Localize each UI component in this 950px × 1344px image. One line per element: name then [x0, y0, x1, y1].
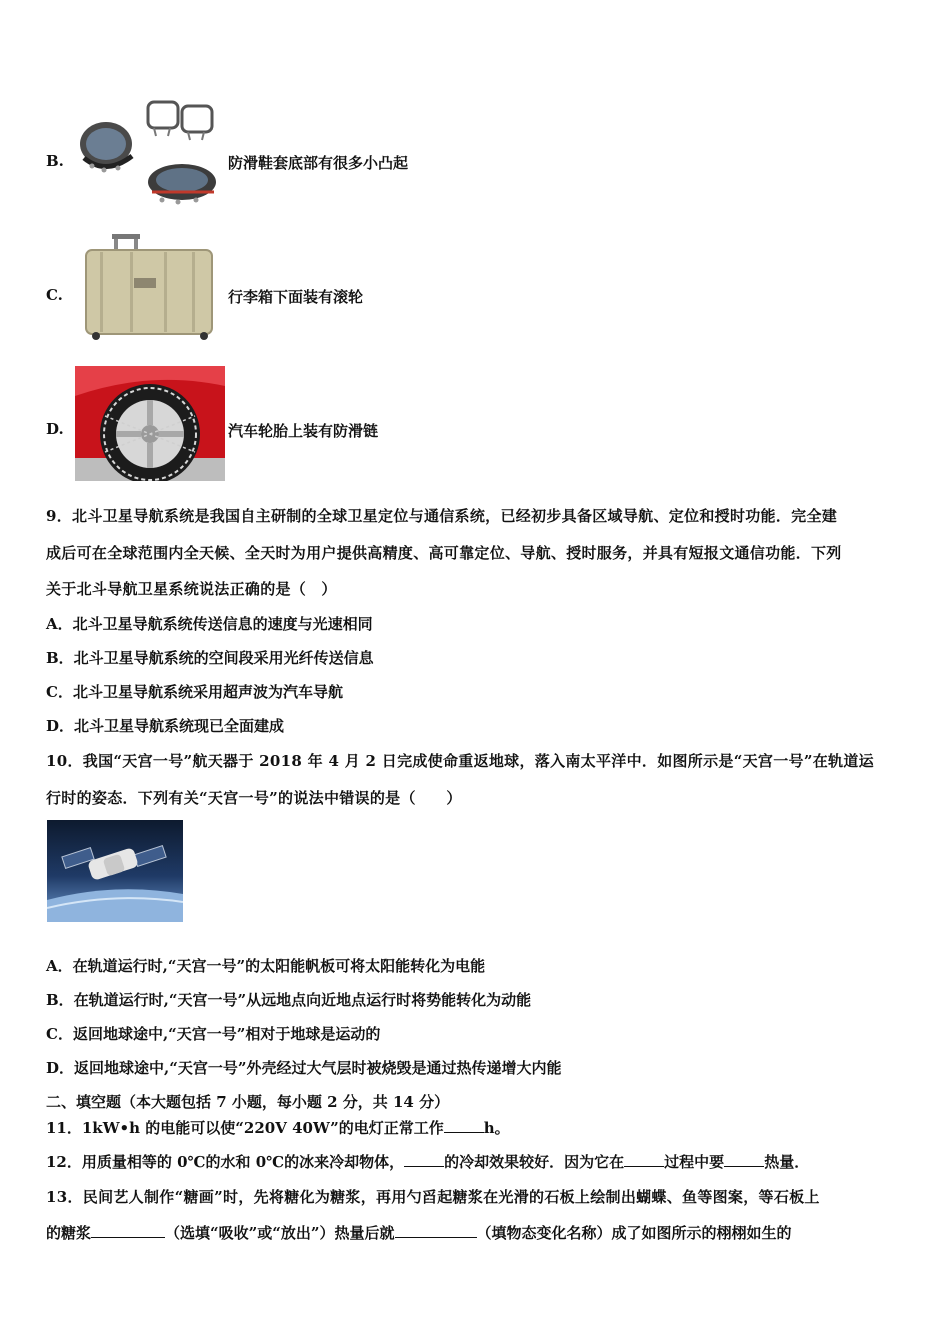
q9-line-1: 9．北斗卫星导航系统是我国自主研制的全球卫星定位与通信系统，已经初步具备区域导航、定位和授时功能．完全建 [46, 507, 838, 525]
option-d-label: D. [46, 420, 64, 438]
q13-part-a: 的糖浆 [46, 1224, 92, 1242]
q13-part-b: （选填“吸收”或“放出”）热量后就 [165, 1224, 395, 1242]
q9-line-2: 成后可在全球范围内全天候、全天时为用户提供高精度、高可靠定位、导航、授时服务，并具有短报文通信功能．下列 [46, 544, 842, 562]
rolling-suitcase-image [80, 232, 220, 342]
q13-blank-2[interactable] [395, 1223, 477, 1238]
q11-text-before: 11．1kW•h 的电能可以使“220V 40W”的电灯正常工作 [46, 1119, 444, 1137]
q11-text-after: h。 [483, 1119, 510, 1137]
q11-line [46, 1117, 510, 1138]
option-b-label: B. [46, 152, 64, 170]
q12-line [46, 1151, 809, 1172]
q12-part-2: 的冷却效果较好．因为它在 [444, 1153, 625, 1171]
option-d-text: 汽车轮胎上装有防滑链 [228, 422, 379, 440]
q11-blank[interactable] [444, 1118, 484, 1133]
q12-part-4: 热量． [764, 1153, 810, 1171]
q10-option-d: D．返回地球途中,“天宫一号”外壳经过大气层时被烧毁是通过热传递增大内能 [46, 1059, 562, 1077]
q13-line-1: 13．民间艺人制作“糖画”时，先将糖化为糖浆，再用勺舀起糖浆在光滑的石板上绘制出蝴蝶、鱼等图案，等石板上 [46, 1188, 820, 1206]
q12-part-1: 12．用质量相等的 0℃的水和 0℃的冰来冷却物体， [46, 1153, 405, 1171]
q12-blank-3[interactable] [724, 1152, 764, 1167]
option-b-text: 防滑鞋套底部有很多小凸起 [228, 154, 409, 172]
q12-blank-2[interactable] [624, 1152, 664, 1167]
q10-option-a: A．在轨道运行时,“天宫一号”的太阳能帆板可将太阳能转化为电能 [46, 957, 486, 975]
section-2-heading: 二、填空题（本大题包括 7 小题，每小题 2 分，共 14 分） [46, 1093, 450, 1111]
q10-option-b: B．在轨道运行时,“天宫一号”从远地点向近地点运行时将势能转化为动能 [46, 991, 532, 1009]
q13-part-c: （填物态变化名称）成了如图所示的栩栩如生的 [476, 1224, 792, 1242]
q9-option-b: B．北斗卫星导航系统的空间段采用光纤传送信息 [46, 649, 374, 667]
q9-option-a: A．北斗卫星导航系统传送信息的速度与光速相同 [46, 615, 373, 633]
q12-part-3: 过程中要 [664, 1153, 725, 1171]
q12-blank-1[interactable] [404, 1152, 444, 1167]
option-c-label: C. [46, 286, 63, 304]
q9-line-3: 关于北斗导航卫星系统说法正确的是（ ） [46, 580, 337, 598]
q9-option-d: D．北斗卫星导航系统现已全面建成 [46, 717, 285, 735]
q9-option-c: C．北斗卫星导航系统采用超声波为汽车导航 [46, 683, 343, 701]
tiangong-1-spacecraft-image [47, 820, 183, 922]
q10-line-2: 行时的姿态．下列有关“天宫一号”的说法中错误的是（ ） [46, 789, 462, 807]
q13-blank-1[interactable] [91, 1223, 165, 1238]
anti-slip-shoe-covers-image [74, 96, 222, 212]
q10-option-c: C．返回地球途中,“天宫一号”相对于地球是运动的 [46, 1025, 381, 1043]
q13-line-2 [46, 1222, 792, 1243]
q10-line-1: 10．我国“天宫一号”航天器于 2018 年 4 月 2 日完成使命重返地球，落入南太平洋中．如图所示是“天宫一号”在轨道运 [46, 752, 874, 770]
option-c-text: 行李箱下面装有滚轮 [228, 288, 364, 306]
tire-snow-chain-image [75, 366, 225, 481]
